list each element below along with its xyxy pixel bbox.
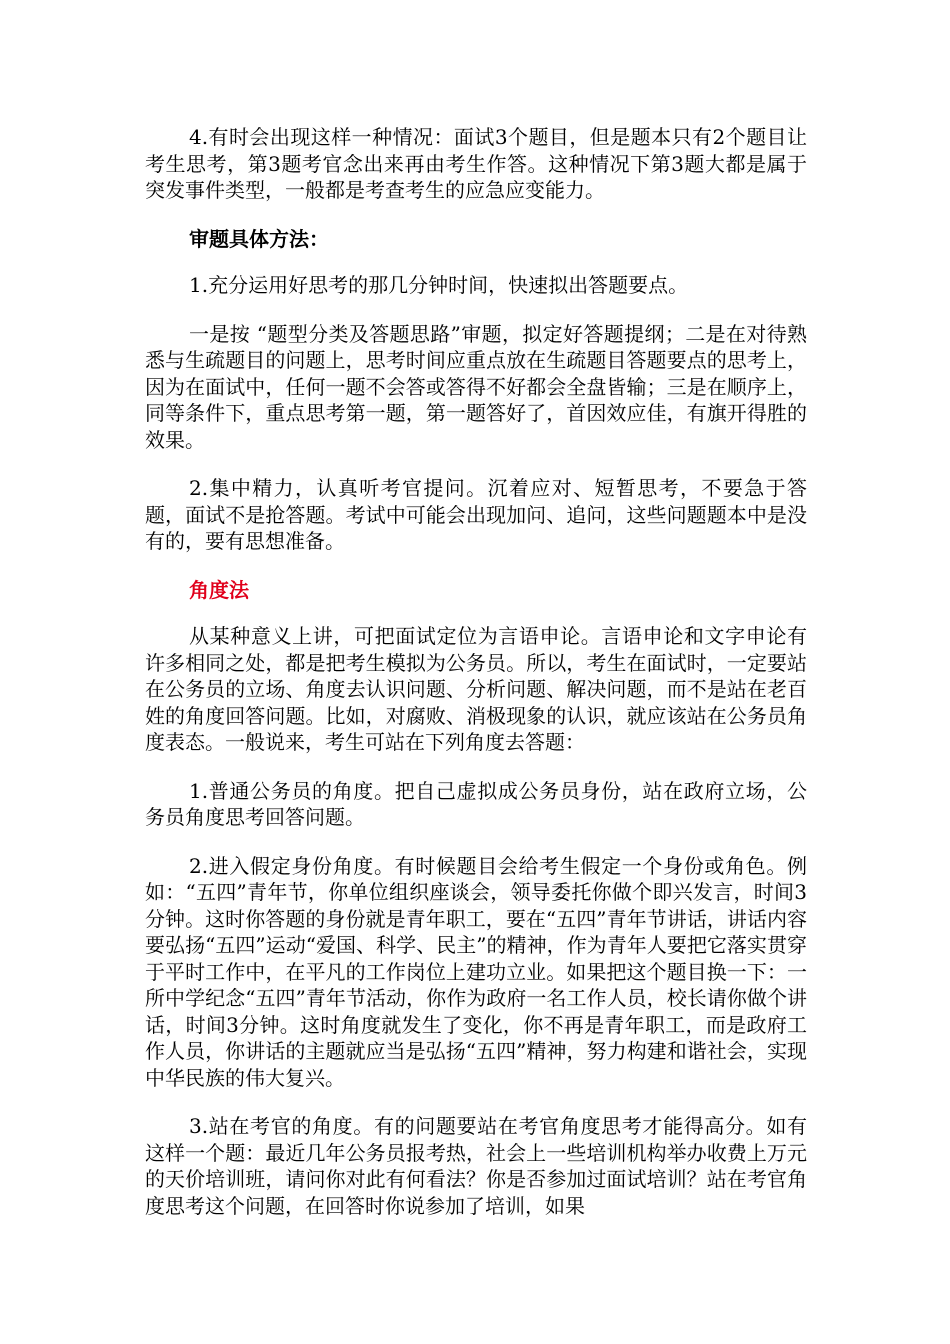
paragraph-angle-2: 2.进入假定身份角度。有时候题目会给考生假定一个身份或角色。例如：“五四”青年节，你单位组织座谈会，领导委托你做个即兴发言，时间3分钟。这时你答题的身份就是青年职工，要在“五四”青年节讲话，讲话内容要弘扬“五四”运动“爱国、科学、民主”的精神，作为青年人要把它落实贯穿于平时工作中，在平凡的工作岗位上建功立业。如果把这个题目换一下：一所中学纪念“五四”青年节活动，你作为政府一名工作人员，校长请你做个讲话，时间3分钟。这时角度就发生了变化，你不再是青年职工，而是政府工作人员，你讲话的主题就应当是弘扬“五四”精神，努力构建和谐社会，实现中华民族的伟大复兴。	[145, 853, 807, 1090]
heading-angle-method: 角度法	[189, 577, 249, 602]
paragraph-method-1-detail: 一是按 “题型分类及答题思路”审题，拟定好答题提纲；二是在对待熟悉与生疏题目的问题上，思考时间应重点放在生疏题目答题要点的思考上，因为在面试中，任何一题不会答或答得不好都会全盘皆输；三是在顺序上，同等条件下，重点思考第一题，第一题答好了，首因效应佳，有旗开得胜的效果。	[145, 321, 807, 452]
paragraph-surprise-question: 4.有时会出现这样一种情况：面试3个题目，但是题本只有2个题目让考生思考，第3题考官念出来再由考生作答。这种情况下第3题大都是属于突发事件类型，一般都是考查考生的应急应变能力。	[145, 125, 807, 202]
document-page	[145, 124, 807, 1241]
paragraph-method-1: 1.充分运用好思考的那几分钟时间，快速拟出答题要点。	[189, 273, 689, 297]
paragraph-angle-intro: 从某种意义上讲，可把面试定位为言语申论。言语申论和文字申论有许多相同之处，都是把考生模拟为公务员。所以，考生在面试时，一定要站在公务员的立场、角度去认识问题、分析问题、解决问题，而不是站在老百姓的角度回答问题。比如，对腐败、消极现象的认识，就应该站在公务员角度表态。一般说来，考生可站在下列角度去答题：	[145, 624, 807, 754]
paragraph-method-2: 2.集中精力，认真听考官提问。沉着应对、短暂思考，不要急于答题，面试不是抢答题。考试中可能会出现加问、追问，这些问题题本中是没有的，要有思想准备。	[145, 476, 807, 553]
paragraph-angle-3: 3.站在考官的角度。有的问题要站在考官角度思考才能得高分。如有这样一个题：最近几年公务员报考热，社会上一些培训机构举办收费上万元的天价培训班，请问你对此有何看法？你是否参加过面试培训？站在考官角度思考这个问题，在回答时你说参加了培训，如果	[145, 1114, 807, 1218]
paragraph-angle-1: 1.普通公务员的角度。把自己虚拟成公务员身份，站在政府立场，公务员角度思考回答问题。	[145, 778, 807, 829]
heading-review-methods: 审题具体方法：	[189, 226, 329, 251]
